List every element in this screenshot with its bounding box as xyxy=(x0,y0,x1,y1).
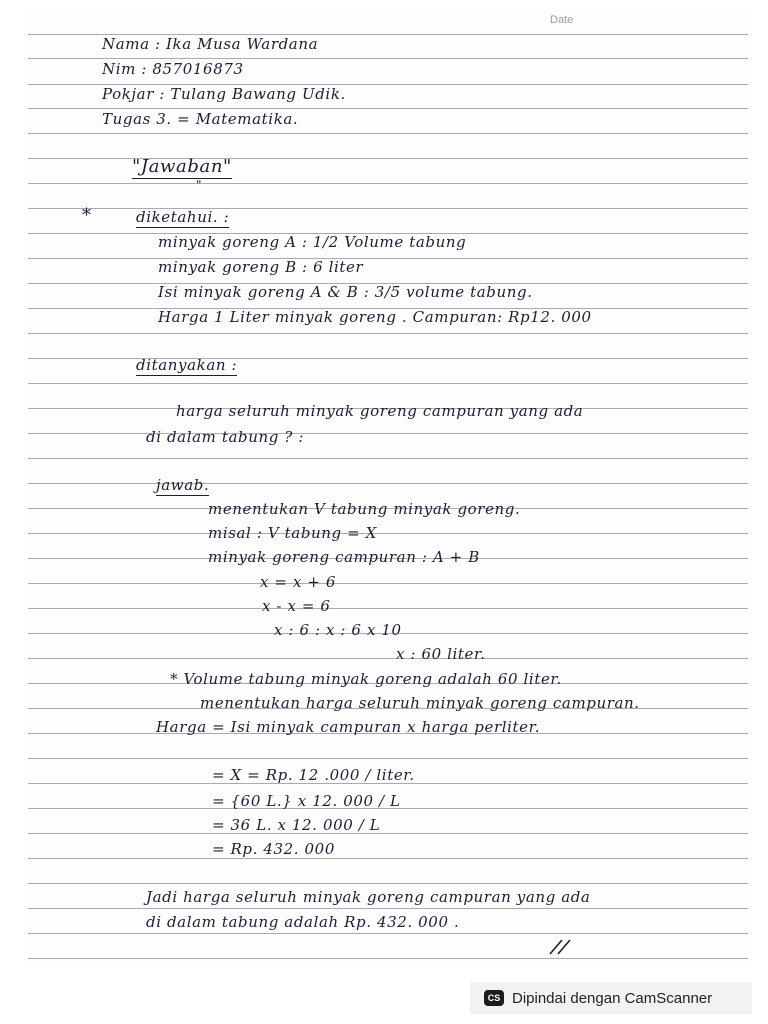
ruled-line xyxy=(28,858,748,859)
camscanner-badge xyxy=(470,982,752,1014)
end-slash-mark xyxy=(548,936,574,956)
ruled-line xyxy=(28,108,748,109)
camscanner-icon: CS xyxy=(484,990,504,1006)
solution-line-5: x - x = 6 xyxy=(262,597,331,615)
known-line-3: Isi minyak goreng A & B : 3/5 volume tabung. xyxy=(158,283,533,301)
date-label: Date xyxy=(550,14,574,26)
answer-title xyxy=(132,156,232,177)
ruled-line xyxy=(28,258,748,259)
ruled-line xyxy=(28,133,748,134)
asked-heading xyxy=(136,356,237,374)
known-line-1: minyak goreng A : 1/2 Volume tabung xyxy=(158,233,467,251)
ruled-line xyxy=(28,533,748,534)
solution-heading xyxy=(156,476,209,494)
ruled-line xyxy=(28,833,748,834)
ruled-line xyxy=(28,583,748,584)
ruled-line xyxy=(28,608,748,609)
bullet-star: * xyxy=(82,205,92,226)
calc-line-3: = 36 L. x 12. 000 / L xyxy=(212,816,381,834)
known-heading xyxy=(136,208,229,226)
asked-heading-text: ditanyakan : xyxy=(136,356,238,374)
camscanner-text: Dipindai dengan CamScanner xyxy=(512,989,713,1007)
calc-line-1: = X = Rp. 12 .000 / liter. xyxy=(212,766,415,784)
solution-line-1: menentukan V tabung minyak goreng. xyxy=(208,500,521,518)
asked-line-2: di dalam tabung ? : xyxy=(146,428,304,446)
ruled-line xyxy=(28,908,748,909)
solution-line-3: minyak goreng campuran : A + B xyxy=(208,548,480,566)
calc-line-2: = {60 L.} x 12. 000 / L xyxy=(212,792,401,810)
assignment-line: Tugas 3. = Matematika. xyxy=(102,110,299,128)
step-title: menentukan harga seluruh minyak goreng campuran. xyxy=(200,694,640,712)
ruled-line xyxy=(28,658,748,659)
answer-title-quote: " xyxy=(196,178,203,192)
ruled-line xyxy=(28,483,748,484)
answer-title-text: "Jawaban" xyxy=(132,156,232,177)
ruled-line xyxy=(28,958,748,959)
known-heading-text: diketahui. : xyxy=(136,208,230,226)
price-formula: Harga = Isi minyak campuran x harga perliter. xyxy=(156,718,541,736)
nim-line: Nim : 857016873 xyxy=(102,60,244,78)
solution-line-4: x = x + 6 xyxy=(260,573,337,591)
name-line: Nama : Ika Musa Wardana xyxy=(102,35,319,53)
solution-line-6: x : 6 : x : 6 x 10 xyxy=(274,621,402,639)
ruled-line xyxy=(28,433,748,434)
pokjar-line: Pokjar : Tulang Bawang Udik. xyxy=(102,85,346,103)
ruled-line xyxy=(28,183,748,184)
ruled-line xyxy=(28,333,748,334)
solution-line-2: misal : V tabung = X xyxy=(208,524,377,542)
solution-heading-text: jawab. xyxy=(156,476,210,494)
conclusion-line-2: di dalam tabung adalah Rp. 432. 000 . xyxy=(146,913,460,931)
known-line-2: minyak goreng B : 6 liter xyxy=(158,258,364,276)
asked-line-1: harga seluruh minyak goreng campuran yang ada xyxy=(176,402,584,420)
ruled-line xyxy=(28,383,748,384)
ruled-line xyxy=(28,758,748,759)
calc-line-4: = Rp. 432. 000 xyxy=(212,840,335,858)
conclusion-line-1: Jadi harga seluruh minyak goreng campuran yang ada xyxy=(146,888,591,906)
ruled-line xyxy=(28,933,748,934)
known-line-4: Harga 1 Liter minyak goreng . Campuran: Rp12. 000 xyxy=(158,308,592,326)
ruled-line xyxy=(28,458,748,459)
solution-line-7: x : 60 liter. xyxy=(396,645,486,663)
ruled-line xyxy=(28,58,748,59)
volume-result: * Volume tabung minyak goreng adalah 60 liter. xyxy=(170,670,562,688)
notebook-page xyxy=(28,10,748,968)
ruled-line xyxy=(28,883,748,884)
